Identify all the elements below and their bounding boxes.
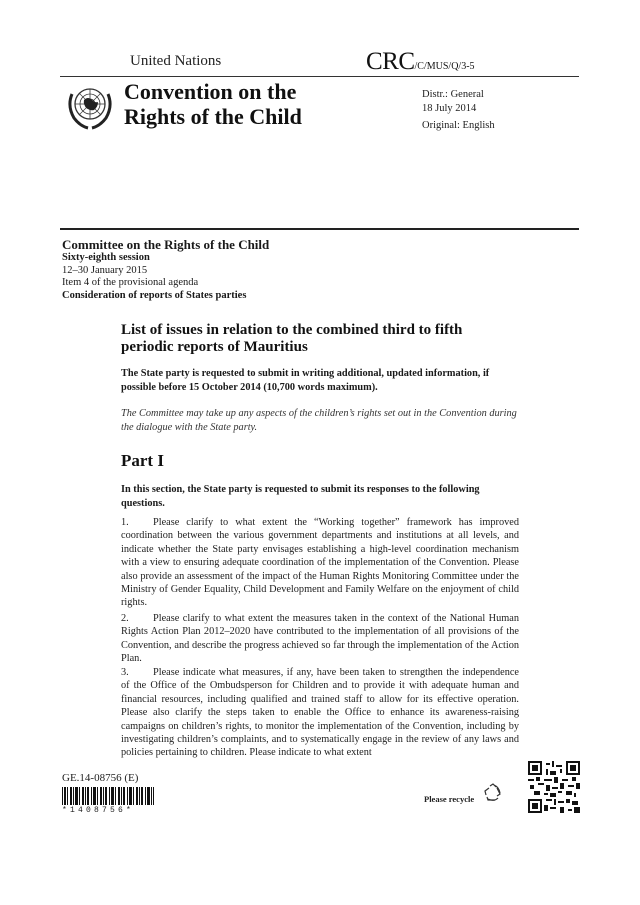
document-number: GE.14-08756 (E) (62, 772, 139, 784)
paragraph-3 (121, 666, 519, 760)
document-title-line2: periodic reports of Mauritius (121, 339, 308, 355)
document-title (121, 322, 519, 356)
submission-request: The State party is requested to submit in writing additional, updated information, if possible before 15 October 2014 (10,700 words maximum). (121, 368, 490, 393)
distribution-block (422, 88, 484, 116)
committee-note: The Committee may take up any aspects of the children’s rights set out in the Convention during the dialogue with the State party. (121, 408, 517, 433)
meeting-block (62, 237, 269, 302)
paragraph-text: Please indicate what measures, if any, have been taken to strengthen the independence of the Office of the Ombudsperson for Children and to provide it with adequate human and financial resources, including qualified and trained staff to allow for its effective operation. Please also clarify the steps taken to enable the Office to enhance its awareness-raising campaigns on children’s rights, to monitor the implementation of the Convention, including by investigating children’s complaints, and to systematically engage in the review of any laws and policies pertaining to children. Please indicate to what extent (121, 667, 519, 759)
paragraph-number: 3. (121, 667, 129, 678)
original-language: Original: English (422, 120, 495, 131)
recycle-icon (482, 782, 504, 804)
un-emblem-icon (64, 80, 116, 132)
header-rule (60, 76, 579, 77)
paragraph-2 (121, 612, 519, 666)
committee-name: Committee on the Rights of the Child (62, 237, 270, 252)
section-intro: In this section, the State party is requested to submit its responses to the following questions. (121, 484, 480, 509)
recycle-label: Please recycle (424, 794, 475, 804)
convention-title-line2: Rights of the Child (124, 104, 302, 129)
agenda-title: Consideration of reports of States parties (62, 289, 247, 301)
barcode-digits: *1408756* (62, 806, 135, 815)
document-symbol (366, 48, 475, 76)
paragraph-1 (121, 516, 519, 610)
session-label: Sixty-eighth session (62, 252, 150, 263)
paragraph-number: 1. (121, 517, 129, 528)
barcode-icon (62, 787, 154, 805)
part-heading: Part I (121, 451, 164, 470)
agenda-item: Item 4 of the provisional agenda (62, 277, 199, 288)
symbol-main: CRC (366, 48, 415, 75)
organization-label: United Nations (130, 53, 222, 69)
document-title-line1: List of issues in relation to the combined third to fifth (121, 322, 463, 338)
paragraph-number: 2. (121, 613, 129, 624)
paragraph-text: Please clarify to what extent the “Working together” framework has improved coordination between the various government departments and institutions at all levels, and indicate whether the State party envisages establishing a high-level coordination mechanism with a view to ensuring adequate coordination of the implementation of the Convention. Please also provide an assessment of the impact of the Human Rights Monitoring Committee under the Ministry of Gender Equality, Child Development and Family Welfare on the enjoyment of child rights. (121, 517, 519, 609)
qr-code-icon (528, 761, 580, 813)
symbol-suffix: /C/MUS/Q/3-5 (414, 61, 475, 72)
issue-date: 18 July 2014 (422, 103, 477, 114)
section-rule (60, 228, 579, 230)
paragraph-text: Please clarify to what extent the measures taken in the context of the National Human Rights Action Plan 2012–2020 have contributed to the implementation of all provisions of the Convention, and describe the progress achieved so far through the implementation of the Action Plan. (121, 613, 519, 665)
convention-title-line1: Convention on the (124, 79, 297, 104)
convention-title (124, 79, 302, 129)
session-dates: 12–30 January 2015 (62, 264, 148, 276)
distribution-label: Distr.: General (422, 89, 484, 100)
